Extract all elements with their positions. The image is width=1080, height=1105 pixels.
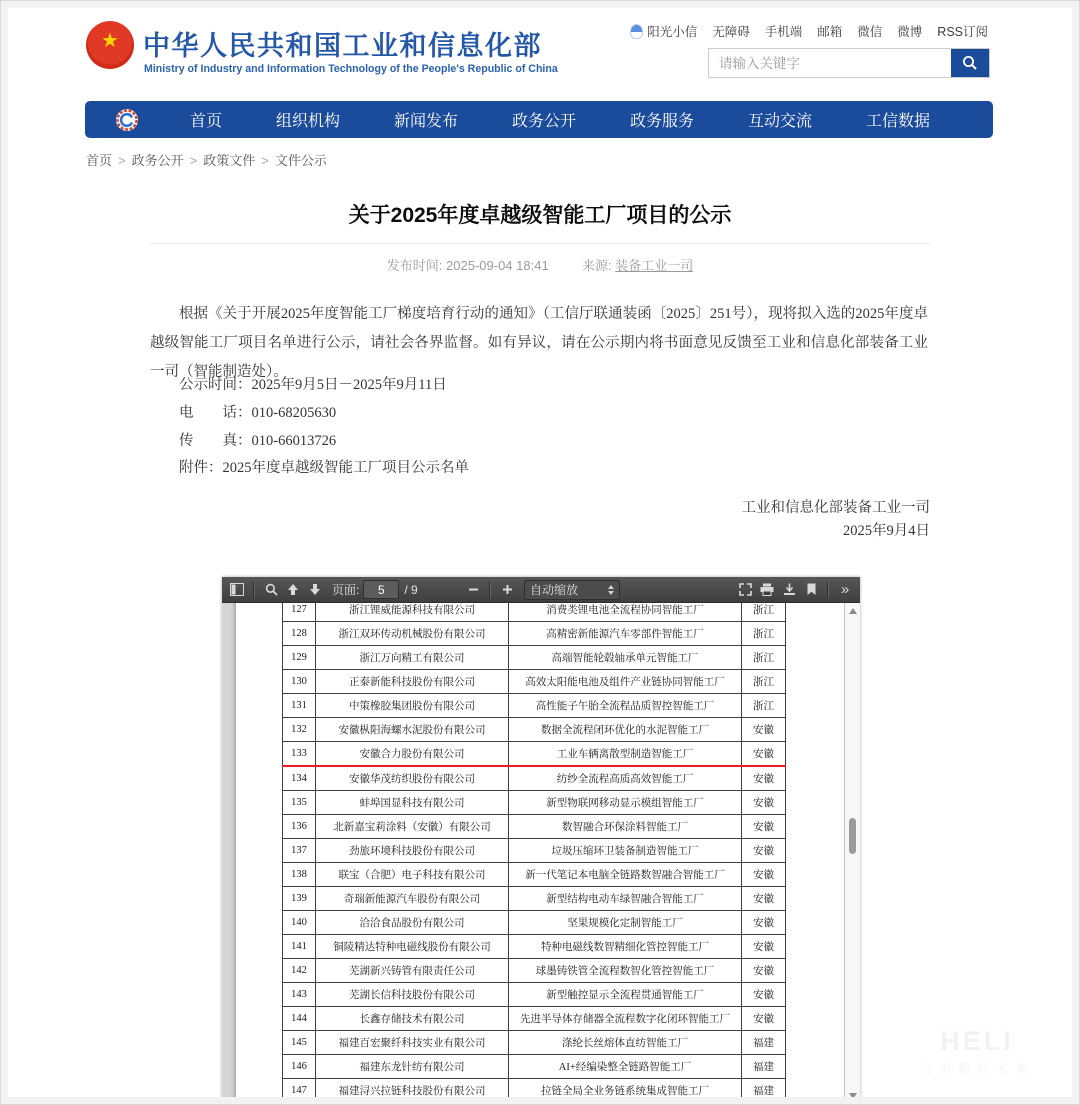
cell-project: 数智融合环保涂料智能工厂 (509, 815, 742, 839)
topbar-links (630, 22, 988, 40)
cell-province: 安徽 (742, 815, 786, 839)
cell-province: 浙江 (742, 603, 786, 622)
bookmark-button[interactable] (800, 580, 822, 600)
table-row (283, 863, 786, 887)
breadcrumb-separator: > (118, 153, 126, 168)
table-row (283, 887, 786, 911)
cell-company: 福建浔兴拉链科技股份有限公司 (316, 1079, 509, 1103)
national-emblem-icon: ★ (86, 21, 134, 69)
topbar-link[interactable]: RSS订阅 (937, 25, 988, 39)
print-icon (760, 583, 774, 596)
pdf-table-body (283, 603, 786, 1103)
bookmark-icon (806, 583, 817, 596)
table-row (283, 742, 786, 767)
cell-project: 高效太阳能电池及组件产业链协同智能工厂 (509, 670, 742, 694)
cell-company: 浙江双环传动机械股份有限公司 (316, 622, 509, 646)
sidebar-toggle-button[interactable] (226, 580, 248, 600)
table-row (283, 935, 786, 959)
search-icon (962, 55, 978, 71)
find-icon (265, 583, 278, 596)
signature-block (742, 497, 931, 543)
cell-company: 福建百宏聚纤科技实业有限公司 (316, 1031, 509, 1055)
cell-company: 浙江万向精工有限公司 (316, 646, 509, 670)
nav-item[interactable]: 政务公开 (511, 113, 576, 130)
cell-project: 高精密新能源汽车零部件智能工厂 (509, 622, 742, 646)
cell-province: 浙江 (742, 622, 786, 646)
breadcrumb-item[interactable]: 文件公示 (274, 153, 327, 168)
expand-icon (739, 583, 752, 596)
pdf-viewport[interactable] (222, 603, 860, 1104)
table-row (283, 1079, 786, 1103)
cell-no: 146 (283, 1055, 316, 1079)
page-total: / 9 (404, 582, 418, 597)
cell-no: 136 (283, 815, 316, 839)
cell-province: 安徽 (742, 983, 786, 1007)
source-label: 来源: (581, 258, 612, 273)
cell-province: 安徽 (742, 911, 786, 935)
pdf-viewer (222, 577, 860, 1105)
cell-no: 140 (283, 911, 316, 935)
cell-no: 134 (283, 766, 316, 791)
page-number-input[interactable] (363, 580, 399, 599)
cell-company: 北新嘉宝莉涂料（安徽）有限公司 (316, 815, 509, 839)
topbar-link[interactable]: 手机端 (764, 25, 803, 39)
cell-company: 洽洽食品股份有限公司 (316, 911, 509, 935)
sunshine-icon (630, 24, 643, 39)
cell-company: 劲旅环境科技股份有限公司 (316, 839, 509, 863)
site-subtitle: Ministry of Industry and Information Technology of the People's Republic of China (144, 63, 558, 75)
download-icon (783, 583, 796, 596)
cell-no: 144 (283, 1007, 316, 1031)
minus-icon (468, 584, 479, 595)
table-row (283, 839, 786, 863)
topbar-link[interactable]: 微信 (857, 25, 883, 39)
cell-project: 新型触控显示全流程贯通智能工厂 (509, 983, 742, 1007)
cell-no: 132 (283, 718, 316, 742)
table-row (283, 622, 786, 646)
table-row (283, 646, 786, 670)
cell-company: 奇瑞新能源汽车股份有限公司 (316, 887, 509, 911)
cell-project: 新一代笔记本电脑全链路数智融合智能工厂 (509, 863, 742, 887)
cell-company: 安徽合力股份有限公司 (316, 742, 509, 767)
cell-province: 安徽 (742, 791, 786, 815)
zoom-select[interactable] (524, 580, 620, 600)
nav-item[interactable]: 新闻发布 (393, 113, 458, 130)
cell-project: 新型结构电动车绿智融合智能工厂 (509, 887, 742, 911)
topbar-link[interactable]: 邮箱 (817, 25, 843, 39)
breadcrumb-item[interactable]: 政务公开 (131, 153, 184, 168)
breadcrumb-separator: > (189, 153, 198, 168)
breadcrumb-item[interactable]: 首页 (86, 153, 113, 168)
pdf-toolbar (222, 577, 860, 603)
cell-province: 安徽 (742, 935, 786, 959)
cell-project: 工业车辆离散型制造智能工厂 (509, 742, 742, 767)
table-row (283, 766, 786, 791)
divider (150, 243, 930, 244)
cell-province: 浙江 (742, 694, 786, 718)
sidebar-icon (230, 583, 244, 596)
download-button[interactable] (778, 580, 800, 600)
pdf-scrollbar[interactable] (844, 603, 860, 1104)
cell-project: 涤纶长丝熔体直纺智能工厂 (509, 1031, 742, 1055)
cell-province: 浙江 (742, 646, 786, 670)
topbar-link[interactable]: 阳光小信 (630, 22, 697, 40)
cell-project: 先进半导体存储器全流程数字化闭环智能工厂 (509, 1007, 742, 1031)
heli-watermark (920, 1026, 1034, 1077)
publish-time: 2025-09-04 18:41 (446, 258, 549, 273)
cell-no: 143 (283, 983, 316, 1007)
cell-company: 联宝（合肥）电子科技有限公司 (316, 863, 509, 887)
breadcrumb-separator: > (261, 153, 269, 168)
main-nav (85, 101, 993, 138)
cell-project: 高端智能轮毂轴承单元智能工厂 (509, 646, 742, 670)
cell-project: 球墨铸铁管全流程数智化管控智能工厂 (509, 959, 742, 983)
cell-project: 特种电磁线数智精细化管控智能工厂 (509, 935, 742, 959)
topbar-link[interactable]: 微博 (897, 25, 923, 39)
cell-company: 福建东龙针纺有限公司 (316, 1055, 509, 1079)
table-row (283, 983, 786, 1007)
search-input[interactable] (709, 49, 951, 77)
cell-company: 芜湖长信科技股份有限公司 (316, 983, 509, 1007)
cell-no: 131 (283, 694, 316, 718)
presentation-mode-button[interactable] (734, 580, 756, 600)
cell-company: 安徽枞阳海螺水泥股份有限公司 (316, 718, 509, 742)
cell-project: AI+经编染整全链路智能工厂 (509, 1055, 742, 1079)
miit-logo-icon (115, 108, 139, 132)
article-meta (150, 255, 930, 274)
cell-province: 安徽 (742, 766, 786, 791)
previous-page-button[interactable] (282, 580, 304, 600)
cell-no: 137 (283, 839, 316, 863)
cell-no: 145 (283, 1031, 316, 1055)
arrow-down-icon (309, 583, 321, 596)
page-label: 页面: (332, 583, 360, 597)
cell-project: 高性能子午胎全流程品质智控智能工厂 (509, 694, 742, 718)
cell-no: 135 (283, 791, 316, 815)
cell-no: 128 (283, 622, 316, 646)
zoom-out-button[interactable] (462, 580, 484, 600)
article-paragraph: 根据《关于开展2025年度智能工厂梯度培育行动的通知》（工信厅联通装函〔2025〕251号），现将拟入选的2025年度卓越级智能工厂项目名单进行公示，请社会各界监督。如有异议，请在公示期内将书面意见反馈至工业和信息化部装备工业一司（智能制造处）。 (150, 306, 928, 380)
cell-project: 新型物联网移动显示模组智能工厂 (509, 791, 742, 815)
cell-no: 127 (283, 603, 316, 622)
cell-no: 138 (283, 863, 316, 887)
signature-org: 工业和信息化部装备工业一司 (741, 500, 930, 516)
nav-item[interactable]: 政务服务 (629, 113, 694, 130)
cell-project: 坚果规模化定制智能工厂 (509, 911, 742, 935)
table-row (283, 670, 786, 694)
cell-province: 安徽 (742, 742, 786, 767)
info-line: 电 话：010-68205630 (179, 405, 337, 421)
more-tools-button[interactable]: » (840, 581, 850, 598)
cell-project: 纺纱全流程高质高效智能工厂 (509, 766, 742, 791)
table-row (283, 603, 786, 622)
table-row (283, 1055, 786, 1079)
cell-province: 福建 (742, 1031, 786, 1055)
print-button[interactable] (756, 580, 778, 600)
cell-province: 安徽 (742, 718, 786, 742)
cell-province: 安徽 (742, 1007, 786, 1031)
nav-item[interactable]: 互动交流 (747, 113, 812, 130)
nav-item[interactable]: 组织机构 (275, 113, 340, 130)
table-row (283, 694, 786, 718)
cell-no: 141 (283, 935, 316, 959)
page-title: 关于2025年度卓越级智能工厂项目的公示 (348, 204, 732, 227)
site-title: 中华人民共和国工业和信息化部 (143, 31, 542, 61)
table-row (283, 791, 786, 815)
arrow-up-icon (287, 583, 299, 596)
cell-company: 浙江锂威能源科技有限公司 (316, 603, 509, 622)
cell-no: 139 (283, 887, 316, 911)
info-line: 公示时间：2025年9月5日－2025年9月11日 (179, 377, 447, 393)
cell-no: 133 (283, 742, 316, 767)
article-info-lines (150, 373, 447, 457)
cell-province: 福建 (742, 1079, 786, 1103)
watermark-slogan: 合力提升未来 (919, 1062, 1034, 1076)
cell-province: 安徽 (742, 959, 786, 983)
next-page-button[interactable] (304, 580, 326, 600)
project-table (282, 603, 786, 1103)
cell-company: 中策橡胶集团股份有限公司 (316, 694, 509, 718)
pdf-page (236, 603, 844, 1104)
cell-province: 浙江 (742, 670, 786, 694)
cell-province: 福建 (742, 1055, 786, 1079)
nav-items (139, 108, 993, 131)
table-row (283, 911, 786, 935)
scroll-down-icon[interactable] (849, 1093, 857, 1099)
plus-icon (502, 584, 513, 595)
cell-no: 147 (283, 1079, 316, 1103)
zoom-controls (462, 580, 620, 600)
breadcrumb-item[interactable]: 政策文件 (203, 153, 256, 168)
cell-no: 130 (283, 670, 316, 694)
table-row (283, 718, 786, 742)
zoom-value: 自动缩放 (530, 583, 579, 597)
scroll-up-icon[interactable] (849, 608, 857, 614)
cell-no: 129 (283, 646, 316, 670)
search-button[interactable] (951, 49, 989, 77)
search-bar (708, 48, 990, 78)
signature-date: 2025年9月4日 (843, 523, 930, 539)
cell-province: 安徽 (742, 887, 786, 911)
table-row (283, 815, 786, 839)
cell-province: 安徽 (742, 863, 786, 887)
source-link[interactable]: 装备工业一司 (615, 258, 694, 273)
publish-label: 发布时间: (386, 258, 443, 273)
nav-item[interactable]: 工信数据 (865, 113, 930, 130)
cell-province: 安徽 (742, 839, 786, 863)
watermark-logo-text: HELI (940, 1026, 1014, 1056)
select-arrows-icon (608, 585, 614, 595)
cell-project: 消费类锂电池全流程协同智能工厂 (509, 603, 742, 622)
info-line: 传 真：010-66013726 (179, 433, 337, 449)
cell-company: 芜湖新兴铸管有限责任公司 (316, 959, 509, 983)
breadcrumb (86, 150, 327, 169)
table-row (283, 1031, 786, 1055)
topbar-link[interactable]: 无障碍 (712, 25, 750, 39)
table-row (283, 1007, 786, 1031)
attachment-line: 附件：2025年度卓越级智能工厂项目公示名单 (179, 460, 469, 476)
cell-company: 铜陵精达特种电磁线股份有限公司 (316, 935, 509, 959)
cell-no: 142 (283, 959, 316, 983)
toolbar-right (734, 580, 856, 600)
find-button[interactable] (260, 580, 282, 600)
cell-company: 安徽华茂纺织股份有限公司 (316, 766, 509, 791)
table-row (283, 959, 786, 983)
cell-company: 正泰新能科技股份有限公司 (316, 670, 509, 694)
nav-item[interactable]: 首页 (189, 113, 222, 130)
cell-company: 长鑫存储技术有限公司 (316, 1007, 509, 1031)
cell-project: 数据全流程闭环优化的水泥智能工厂 (509, 718, 742, 742)
cell-project: 垃圾压缩环卫装备制造智能工厂 (509, 839, 742, 863)
scrollbar-thumb[interactable] (849, 818, 856, 854)
cell-company: 蚌埠国显科技有限公司 (316, 791, 509, 815)
cell-project: 拉链全局全业务链系统集成智能工厂 (509, 1079, 742, 1103)
zoom-in-button[interactable] (496, 580, 518, 600)
